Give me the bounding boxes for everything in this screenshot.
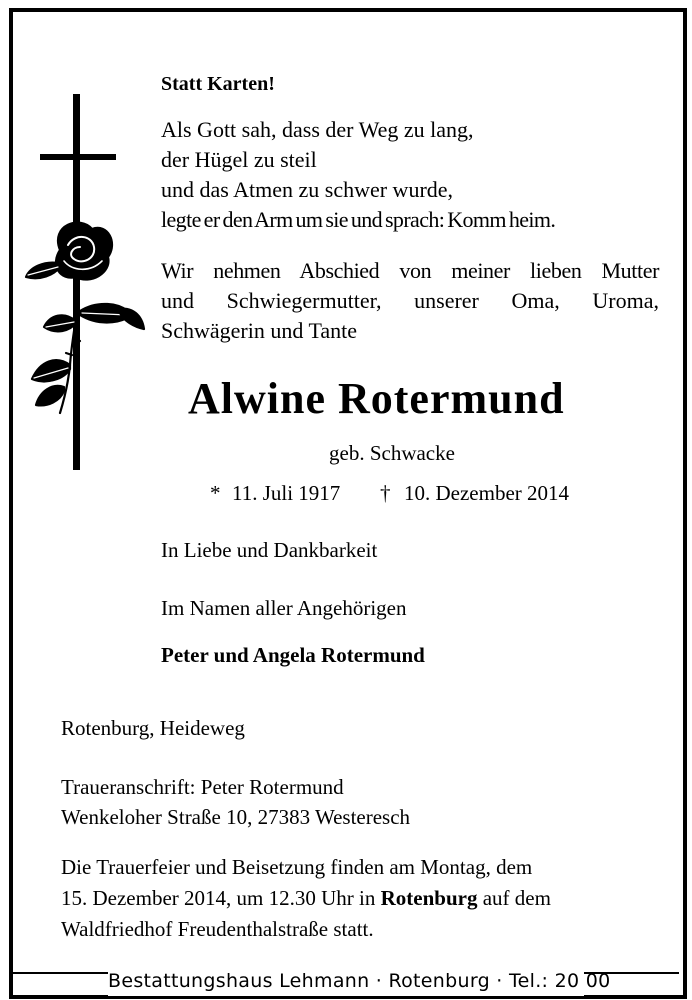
service-location-bold: Rotenburg (380, 886, 478, 910)
farewell-line-3: Schwägerin und Tante (161, 318, 358, 343)
farewell-line-1: Wir nehmen Abschied von meiner lieben Mutter (161, 258, 659, 283)
birth-name: geb. Schwacke (329, 441, 455, 465)
death-date: 10. Dezember 2014 (404, 481, 570, 505)
service-line-2-part-1: 15. Dezember 2014, um 12.30 Uhr in (61, 886, 381, 910)
mourning-address-line-2: Wenkeloher Straße 10, 27383 Westeresch (61, 805, 411, 829)
cross-horizontal-bar (40, 154, 116, 160)
poem-line-1: Als Gott sah, dass der Weg zu lang, (161, 117, 474, 142)
birth-symbol: * (210, 481, 221, 505)
poem-line-4: legte er den Arm um sie und sprach: Komm heim. (161, 207, 556, 232)
service-line-3: Waldfriedhof Freudenthalstraße statt. (61, 917, 374, 941)
closing-on-behalf: Im Namen aller Angehörigen (161, 596, 407, 620)
funeral-home-footer: Bestattungshaus Lehmann · Rotenburg · Tel.: 20 00 (108, 966, 584, 996)
poem-line-3: und das Atmen zu schwer wurde, (161, 177, 454, 202)
service-line-2-part-2: auf dem (477, 886, 551, 910)
closing-signers: Peter und Angela Rotermund (161, 643, 425, 667)
closing-love: In Liebe und Dankbarkeit (161, 538, 378, 562)
deceased-name: Alwine Rotermund (188, 374, 565, 423)
farewell-line-2: und Schwiegermutter, unserer Oma, Uroma, (161, 288, 659, 313)
mourning-address-line-1: Traueranschrift: Peter Rotermund (61, 775, 344, 799)
rose-icon (20, 215, 150, 415)
poem-line-2: der Hügel zu steil (161, 147, 317, 172)
service-line-1: Die Trauerfeier und Beisetzung finden am Montag, dem (61, 855, 533, 879)
location: Rotenburg, Heideweg (61, 716, 245, 740)
salutation-heading: Statt Karten! (161, 73, 275, 95)
death-symbol: † (380, 481, 391, 505)
service-line-2 (61, 886, 551, 911)
birth-date: 11. Juli 1917 (232, 481, 341, 505)
